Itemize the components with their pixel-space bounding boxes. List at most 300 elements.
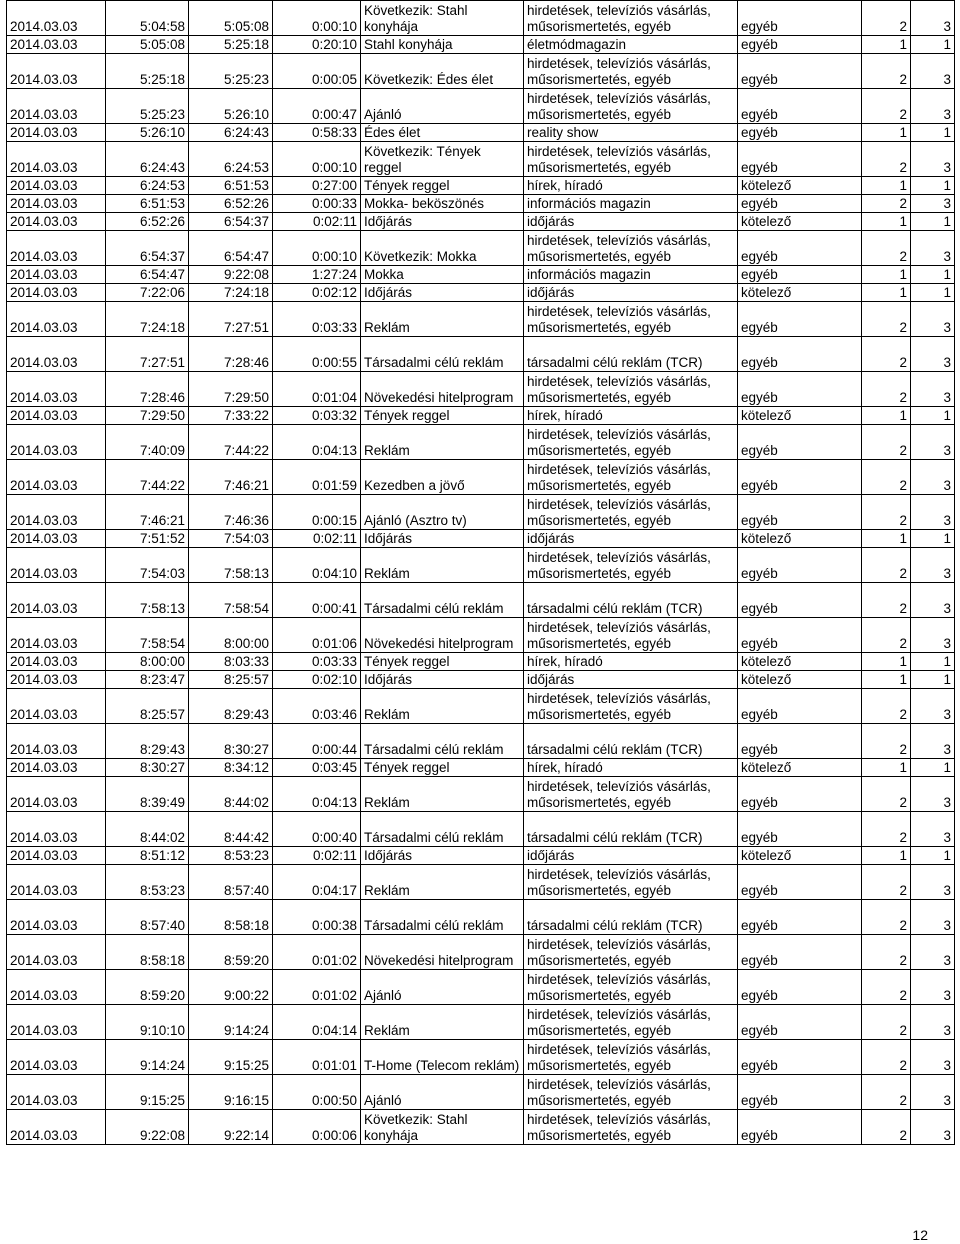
cell-end-time: 7:54:03: [189, 530, 273, 548]
document-page: [6, 0, 954, 1145]
cell-program-title: Mokka- beköszönés: [361, 195, 524, 213]
cell-end-time: 5:25:18: [189, 36, 273, 54]
cell-program-title: Ajánló: [361, 1075, 524, 1110]
cell-start-time: 9:15:25: [106, 1075, 189, 1110]
cell-date: 2014.03.03: [7, 671, 106, 689]
cell-duration: 0:20:10: [273, 36, 361, 54]
cell-start-time: 7:58:13: [106, 583, 189, 618]
cell-start-time: 5:25:18: [106, 54, 189, 89]
cell-code-2: 1: [911, 266, 955, 284]
cell-duration: 0:02:11: [273, 213, 361, 231]
table-row: [7, 1075, 955, 1110]
cell-genre: társadalmi célú reklám (TCR): [524, 900, 738, 935]
cell-program-title: T-Home (Telecom reklám): [361, 1040, 524, 1075]
cell-genre: életmódmagazin: [524, 36, 738, 54]
cell-code-1: 1: [862, 671, 911, 689]
table-row: [7, 935, 955, 970]
cell-start-time: 6:24:43: [106, 142, 189, 177]
cell-category: kötelező: [738, 759, 862, 777]
cell-program-title: Tények reggel: [361, 653, 524, 671]
table-row: [7, 213, 955, 231]
cell-end-time: 7:28:46: [189, 337, 273, 372]
cell-duration: 0:00:55: [273, 337, 361, 372]
cell-duration: 0:01:06: [273, 618, 361, 653]
cell-program-title: Időjárás: [361, 284, 524, 302]
cell-code-2: 3: [911, 1, 955, 36]
cell-category: egyéb: [738, 54, 862, 89]
table-row: [7, 89, 955, 124]
cell-category: egyéb: [738, 900, 862, 935]
schedule-body: [7, 1, 955, 1145]
cell-end-time: 7:33:22: [189, 407, 273, 425]
cell-duration: 0:04:14: [273, 1005, 361, 1040]
cell-date: 2014.03.03: [7, 266, 106, 284]
cell-code-1: 2: [862, 1075, 911, 1110]
table-row: [7, 653, 955, 671]
table-row: [7, 302, 955, 337]
cell-code-1: 2: [862, 777, 911, 812]
cell-program-title: Növekedési hitelprogram: [361, 372, 524, 407]
cell-start-time: 7:44:22: [106, 460, 189, 495]
cell-duration: 0:04:13: [273, 777, 361, 812]
cell-duration: 0:00:05: [273, 54, 361, 89]
cell-category: egyéb: [738, 1005, 862, 1040]
cell-end-time: 6:54:37: [189, 213, 273, 231]
cell-genre: információs magazin: [524, 195, 738, 213]
cell-category: egyéb: [738, 266, 862, 284]
cell-duration: 0:58:33: [273, 124, 361, 142]
cell-code-2: 1: [911, 847, 955, 865]
cell-date: 2014.03.03: [7, 847, 106, 865]
cell-date: 2014.03.03: [7, 302, 106, 337]
table-row: [7, 195, 955, 213]
cell-date: 2014.03.03: [7, 777, 106, 812]
cell-end-time: 8:59:20: [189, 935, 273, 970]
cell-code-1: 2: [862, 618, 911, 653]
cell-code-1: 2: [862, 54, 911, 89]
cell-end-time: 7:58:13: [189, 548, 273, 583]
cell-end-time: 9:14:24: [189, 1005, 273, 1040]
cell-end-time: 9:15:25: [189, 1040, 273, 1075]
cell-start-time: 7:51:52: [106, 530, 189, 548]
cell-start-time: 8:29:43: [106, 724, 189, 759]
cell-code-1: 2: [862, 1, 911, 36]
cell-category: egyéb: [738, 36, 862, 54]
cell-start-time: 8:57:40: [106, 900, 189, 935]
cell-genre: hirdetések, televíziós vásárlás, műsorismertetés, egyéb: [524, 1075, 738, 1110]
cell-code-2: 3: [911, 89, 955, 124]
cell-duration: 0:01:01: [273, 1040, 361, 1075]
cell-code-2: 3: [911, 618, 955, 653]
cell-program-title: Időjárás: [361, 847, 524, 865]
cell-category: kötelező: [738, 213, 862, 231]
cell-program-title: Társadalmi célú reklám: [361, 812, 524, 847]
cell-duration: 0:04:13: [273, 425, 361, 460]
cell-end-time: 8:44:02: [189, 777, 273, 812]
cell-end-time: 8:29:43: [189, 689, 273, 724]
cell-start-time: 8:23:47: [106, 671, 189, 689]
cell-start-time: 8:53:23: [106, 865, 189, 900]
cell-code-2: 3: [911, 460, 955, 495]
cell-date: 2014.03.03: [7, 865, 106, 900]
cell-end-time: 7:58:54: [189, 583, 273, 618]
cell-category: egyéb: [738, 231, 862, 266]
cell-code-2: 3: [911, 1110, 955, 1145]
cell-date: 2014.03.03: [7, 284, 106, 302]
cell-program-title: Társadalmi célú reklám: [361, 583, 524, 618]
cell-date: 2014.03.03: [7, 1005, 106, 1040]
cell-duration: 0:27:00: [273, 177, 361, 195]
cell-genre: társadalmi célú reklám (TCR): [524, 583, 738, 618]
cell-category: egyéb: [738, 302, 862, 337]
cell-code-2: 3: [911, 425, 955, 460]
table-row: [7, 847, 955, 865]
cell-category: egyéb: [738, 89, 862, 124]
cell-duration: 0:00:44: [273, 724, 361, 759]
cell-start-time: 6:51:53: [106, 195, 189, 213]
cell-genre: hirdetések, televíziós vásárlás, műsorismertetés, egyéb: [524, 970, 738, 1005]
cell-category: egyéb: [738, 724, 862, 759]
cell-end-time: 9:00:22: [189, 970, 273, 1005]
cell-date: 2014.03.03: [7, 213, 106, 231]
cell-code-1: 1: [862, 759, 911, 777]
cell-end-time: 6:24:53: [189, 142, 273, 177]
cell-program-title: Tények reggel: [361, 407, 524, 425]
cell-end-time: 5:05:08: [189, 1, 273, 36]
cell-duration: 0:00:10: [273, 231, 361, 266]
cell-code-1: 2: [862, 900, 911, 935]
cell-end-time: 8:58:18: [189, 900, 273, 935]
cell-code-2: 3: [911, 724, 955, 759]
cell-program-title: Kezedben a jövő: [361, 460, 524, 495]
table-row: [7, 618, 955, 653]
cell-code-1: 1: [862, 36, 911, 54]
cell-duration: 0:02:11: [273, 530, 361, 548]
cell-date: 2014.03.03: [7, 425, 106, 460]
cell-category: kötelező: [738, 284, 862, 302]
cell-date: 2014.03.03: [7, 124, 106, 142]
cell-genre: hírek, híradó: [524, 407, 738, 425]
cell-category: kötelező: [738, 530, 862, 548]
cell-date: 2014.03.03: [7, 759, 106, 777]
cell-program-title: Reklám: [361, 302, 524, 337]
table-row: [7, 1110, 955, 1145]
table-row: [7, 266, 955, 284]
cell-code-1: 1: [862, 653, 911, 671]
cell-start-time: 7:40:09: [106, 425, 189, 460]
cell-code-2: 3: [911, 1075, 955, 1110]
table-row: [7, 407, 955, 425]
table-row: [7, 1005, 955, 1040]
cell-duration: 0:00:38: [273, 900, 361, 935]
cell-code-2: 1: [911, 284, 955, 302]
cell-start-time: 8:59:20: [106, 970, 189, 1005]
cell-code-1: 1: [862, 530, 911, 548]
cell-program-title: Reklám: [361, 865, 524, 900]
cell-code-1: 1: [862, 407, 911, 425]
cell-program-title: Időjárás: [361, 671, 524, 689]
cell-date: 2014.03.03: [7, 970, 106, 1005]
cell-code-1: 2: [862, 935, 911, 970]
cell-end-time: 8:44:42: [189, 812, 273, 847]
cell-program-title: Következik: Stahl konyhája: [361, 1110, 524, 1145]
table-row: [7, 495, 955, 530]
cell-end-time: 8:53:23: [189, 847, 273, 865]
cell-date: 2014.03.03: [7, 337, 106, 372]
cell-category: kötelező: [738, 177, 862, 195]
cell-code-2: 3: [911, 689, 955, 724]
cell-code-2: 1: [911, 530, 955, 548]
cell-genre: hirdetések, televíziós vásárlás, műsorismertetés, egyéb: [524, 89, 738, 124]
cell-date: 2014.03.03: [7, 812, 106, 847]
table-row: [7, 900, 955, 935]
cell-date: 2014.03.03: [7, 530, 106, 548]
cell-code-1: 2: [862, 970, 911, 1005]
cell-code-1: 2: [862, 583, 911, 618]
cell-category: egyéb: [738, 970, 862, 1005]
cell-date: 2014.03.03: [7, 548, 106, 583]
cell-code-2: 1: [911, 213, 955, 231]
table-row: [7, 337, 955, 372]
cell-code-1: 2: [862, 1110, 911, 1145]
cell-category: egyéb: [738, 812, 862, 847]
cell-duration: 0:00:33: [273, 195, 361, 213]
cell-program-title: Tények reggel: [361, 177, 524, 195]
cell-end-time: 8:34:12: [189, 759, 273, 777]
cell-code-2: 3: [911, 54, 955, 89]
table-row: [7, 689, 955, 724]
table-row: [7, 583, 955, 618]
table-row: [7, 724, 955, 759]
cell-start-time: 7:29:50: [106, 407, 189, 425]
cell-date: 2014.03.03: [7, 231, 106, 266]
cell-genre: társadalmi célú reklám (TCR): [524, 724, 738, 759]
cell-code-2: 3: [911, 777, 955, 812]
cell-genre: időjárás: [524, 284, 738, 302]
cell-genre: hirdetések, televíziós vásárlás, műsorismertetés, egyéb: [524, 425, 738, 460]
cell-program-title: Következik: Stahl konyhája: [361, 1, 524, 36]
broadcast-schedule-table: [6, 0, 955, 1145]
table-row: [7, 372, 955, 407]
cell-duration: 0:02:12: [273, 284, 361, 302]
cell-duration: 0:01:02: [273, 935, 361, 970]
cell-genre: hírek, híradó: [524, 177, 738, 195]
cell-category: egyéb: [738, 548, 862, 583]
cell-category: egyéb: [738, 777, 862, 812]
cell-code-2: 3: [911, 231, 955, 266]
cell-end-time: 7:24:18: [189, 284, 273, 302]
cell-date: 2014.03.03: [7, 54, 106, 89]
cell-genre: hirdetések, televíziós vásárlás, műsorismertetés, egyéb: [524, 618, 738, 653]
cell-code-2: 3: [911, 302, 955, 337]
cell-duration: 0:03:33: [273, 302, 361, 337]
cell-category: egyéb: [738, 142, 862, 177]
cell-duration: 0:03:33: [273, 653, 361, 671]
cell-code-2: 3: [911, 337, 955, 372]
cell-duration: 0:00:41: [273, 583, 361, 618]
cell-genre: hirdetések, televíziós vásárlás, műsorismertetés, egyéb: [524, 460, 738, 495]
cell-category: kötelező: [738, 671, 862, 689]
cell-date: 2014.03.03: [7, 460, 106, 495]
cell-code-2: 3: [911, 142, 955, 177]
cell-code-1: 1: [862, 847, 911, 865]
cell-category: egyéb: [738, 935, 862, 970]
cell-genre: hírek, híradó: [524, 759, 738, 777]
cell-duration: 0:02:10: [273, 671, 361, 689]
cell-code-2: 3: [911, 900, 955, 935]
table-row: [7, 124, 955, 142]
cell-date: 2014.03.03: [7, 495, 106, 530]
cell-end-time: 7:46:21: [189, 460, 273, 495]
cell-date: 2014.03.03: [7, 583, 106, 618]
cell-category: egyéb: [738, 124, 862, 142]
cell-code-1: 2: [862, 548, 911, 583]
cell-code-1: 2: [862, 460, 911, 495]
cell-date: 2014.03.03: [7, 372, 106, 407]
cell-code-2: 3: [911, 812, 955, 847]
cell-duration: 0:00:40: [273, 812, 361, 847]
cell-start-time: 8:30:27: [106, 759, 189, 777]
cell-start-time: 7:22:06: [106, 284, 189, 302]
cell-code-2: 3: [911, 495, 955, 530]
cell-date: 2014.03.03: [7, 935, 106, 970]
table-row: [7, 284, 955, 302]
cell-date: 2014.03.03: [7, 1075, 106, 1110]
cell-code-1: 2: [862, 812, 911, 847]
cell-start-time: 8:44:02: [106, 812, 189, 847]
table-row: [7, 460, 955, 495]
cell-end-time: 5:25:23: [189, 54, 273, 89]
cell-program-title: Ajánló: [361, 970, 524, 1005]
cell-end-time: 6:54:47: [189, 231, 273, 266]
cell-category: egyéb: [738, 495, 862, 530]
table-row: [7, 671, 955, 689]
cell-end-time: 7:29:50: [189, 372, 273, 407]
cell-genre: hirdetések, televíziós vásárlás, műsorismertetés, egyéb: [524, 231, 738, 266]
cell-code-2: 3: [911, 548, 955, 583]
cell-duration: 0:02:11: [273, 847, 361, 865]
cell-duration: 1:27:24: [273, 266, 361, 284]
cell-duration: 0:01:04: [273, 372, 361, 407]
cell-genre: hírek, híradó: [524, 653, 738, 671]
cell-end-time: 8:30:27: [189, 724, 273, 759]
cell-program-title: Reklám: [361, 1005, 524, 1040]
cell-code-1: 2: [862, 302, 911, 337]
cell-end-time: 6:51:53: [189, 177, 273, 195]
cell-genre: információs magazin: [524, 266, 738, 284]
cell-program-title: Reklám: [361, 425, 524, 460]
cell-code-1: 2: [862, 865, 911, 900]
cell-genre: időjárás: [524, 530, 738, 548]
cell-code-1: 1: [862, 124, 911, 142]
cell-genre: hirdetések, televíziós vásárlás, műsorismertetés, egyéb: [524, 935, 738, 970]
cell-program-title: Társadalmi célú reklám: [361, 337, 524, 372]
cell-code-2: 1: [911, 653, 955, 671]
table-row: [7, 425, 955, 460]
page-number: 12: [912, 1227, 928, 1243]
table-row: [7, 54, 955, 89]
cell-code-1: 2: [862, 89, 911, 124]
cell-program-title: Időjárás: [361, 530, 524, 548]
cell-start-time: 8:51:12: [106, 847, 189, 865]
cell-code-1: 2: [862, 495, 911, 530]
cell-genre: időjárás: [524, 213, 738, 231]
cell-category: egyéb: [738, 460, 862, 495]
cell-duration: 0:00:10: [273, 142, 361, 177]
cell-date: 2014.03.03: [7, 653, 106, 671]
cell-date: 2014.03.03: [7, 89, 106, 124]
cell-end-time: 9:22:14: [189, 1110, 273, 1145]
table-row: [7, 1040, 955, 1075]
cell-start-time: 5:05:08: [106, 36, 189, 54]
cell-program-title: Ajánló (Asztro tv): [361, 495, 524, 530]
cell-code-1: 2: [862, 337, 911, 372]
cell-start-time: 7:27:51: [106, 337, 189, 372]
cell-program-title: Ajánló: [361, 89, 524, 124]
cell-end-time: 5:26:10: [189, 89, 273, 124]
cell-start-time: 8:58:18: [106, 935, 189, 970]
cell-code-2: 3: [911, 372, 955, 407]
cell-duration: 0:04:10: [273, 548, 361, 583]
cell-genre: hirdetések, televíziós vásárlás, műsorismertetés, egyéb: [524, 1, 738, 36]
cell-code-2: 1: [911, 407, 955, 425]
cell-code-2: 3: [911, 195, 955, 213]
cell-code-2: 1: [911, 36, 955, 54]
cell-genre: hirdetések, televíziós vásárlás, műsorismertetés, egyéb: [524, 372, 738, 407]
cell-category: egyéb: [738, 1, 862, 36]
cell-code-1: 1: [862, 284, 911, 302]
table-row: [7, 548, 955, 583]
cell-start-time: 7:58:54: [106, 618, 189, 653]
cell-program-title: Növekedési hitelprogram: [361, 935, 524, 970]
cell-date: 2014.03.03: [7, 1, 106, 36]
cell-genre: hirdetések, televíziós vásárlás, műsorismertetés, egyéb: [524, 302, 738, 337]
cell-program-title: Édes élet: [361, 124, 524, 142]
cell-code-1: 2: [862, 1040, 911, 1075]
cell-program-title: Reklám: [361, 777, 524, 812]
cell-program-title: Társadalmi célú reklám: [361, 724, 524, 759]
cell-category: egyéb: [738, 1040, 862, 1075]
cell-start-time: 6:52:26: [106, 213, 189, 231]
cell-date: 2014.03.03: [7, 689, 106, 724]
cell-code-1: 2: [862, 372, 911, 407]
cell-duration: 0:03:45: [273, 759, 361, 777]
cell-code-2: 3: [911, 865, 955, 900]
cell-genre: hirdetések, televíziós vásárlás, műsorismertetés, egyéb: [524, 54, 738, 89]
cell-code-1: 2: [862, 425, 911, 460]
cell-duration: 0:04:17: [273, 865, 361, 900]
cell-end-time: 9:16:15: [189, 1075, 273, 1110]
cell-code-2: 3: [911, 1005, 955, 1040]
table-row: [7, 865, 955, 900]
cell-start-time: 5:26:10: [106, 124, 189, 142]
cell-code-1: 2: [862, 689, 911, 724]
cell-genre: időjárás: [524, 847, 738, 865]
cell-category: egyéb: [738, 195, 862, 213]
cell-code-2: 3: [911, 1040, 955, 1075]
cell-date: 2014.03.03: [7, 1110, 106, 1145]
table-row: [7, 177, 955, 195]
cell-end-time: 6:24:43: [189, 124, 273, 142]
cell-category: egyéb: [738, 689, 862, 724]
cell-program-title: Következik: Tények reggel: [361, 142, 524, 177]
cell-code-2: 3: [911, 970, 955, 1005]
cell-code-1: 2: [862, 724, 911, 759]
cell-code-1: 1: [862, 213, 911, 231]
cell-genre: hirdetések, televíziós vásárlás, műsorismertetés, egyéb: [524, 1005, 738, 1040]
cell-genre: reality show: [524, 124, 738, 142]
table-row: [7, 812, 955, 847]
